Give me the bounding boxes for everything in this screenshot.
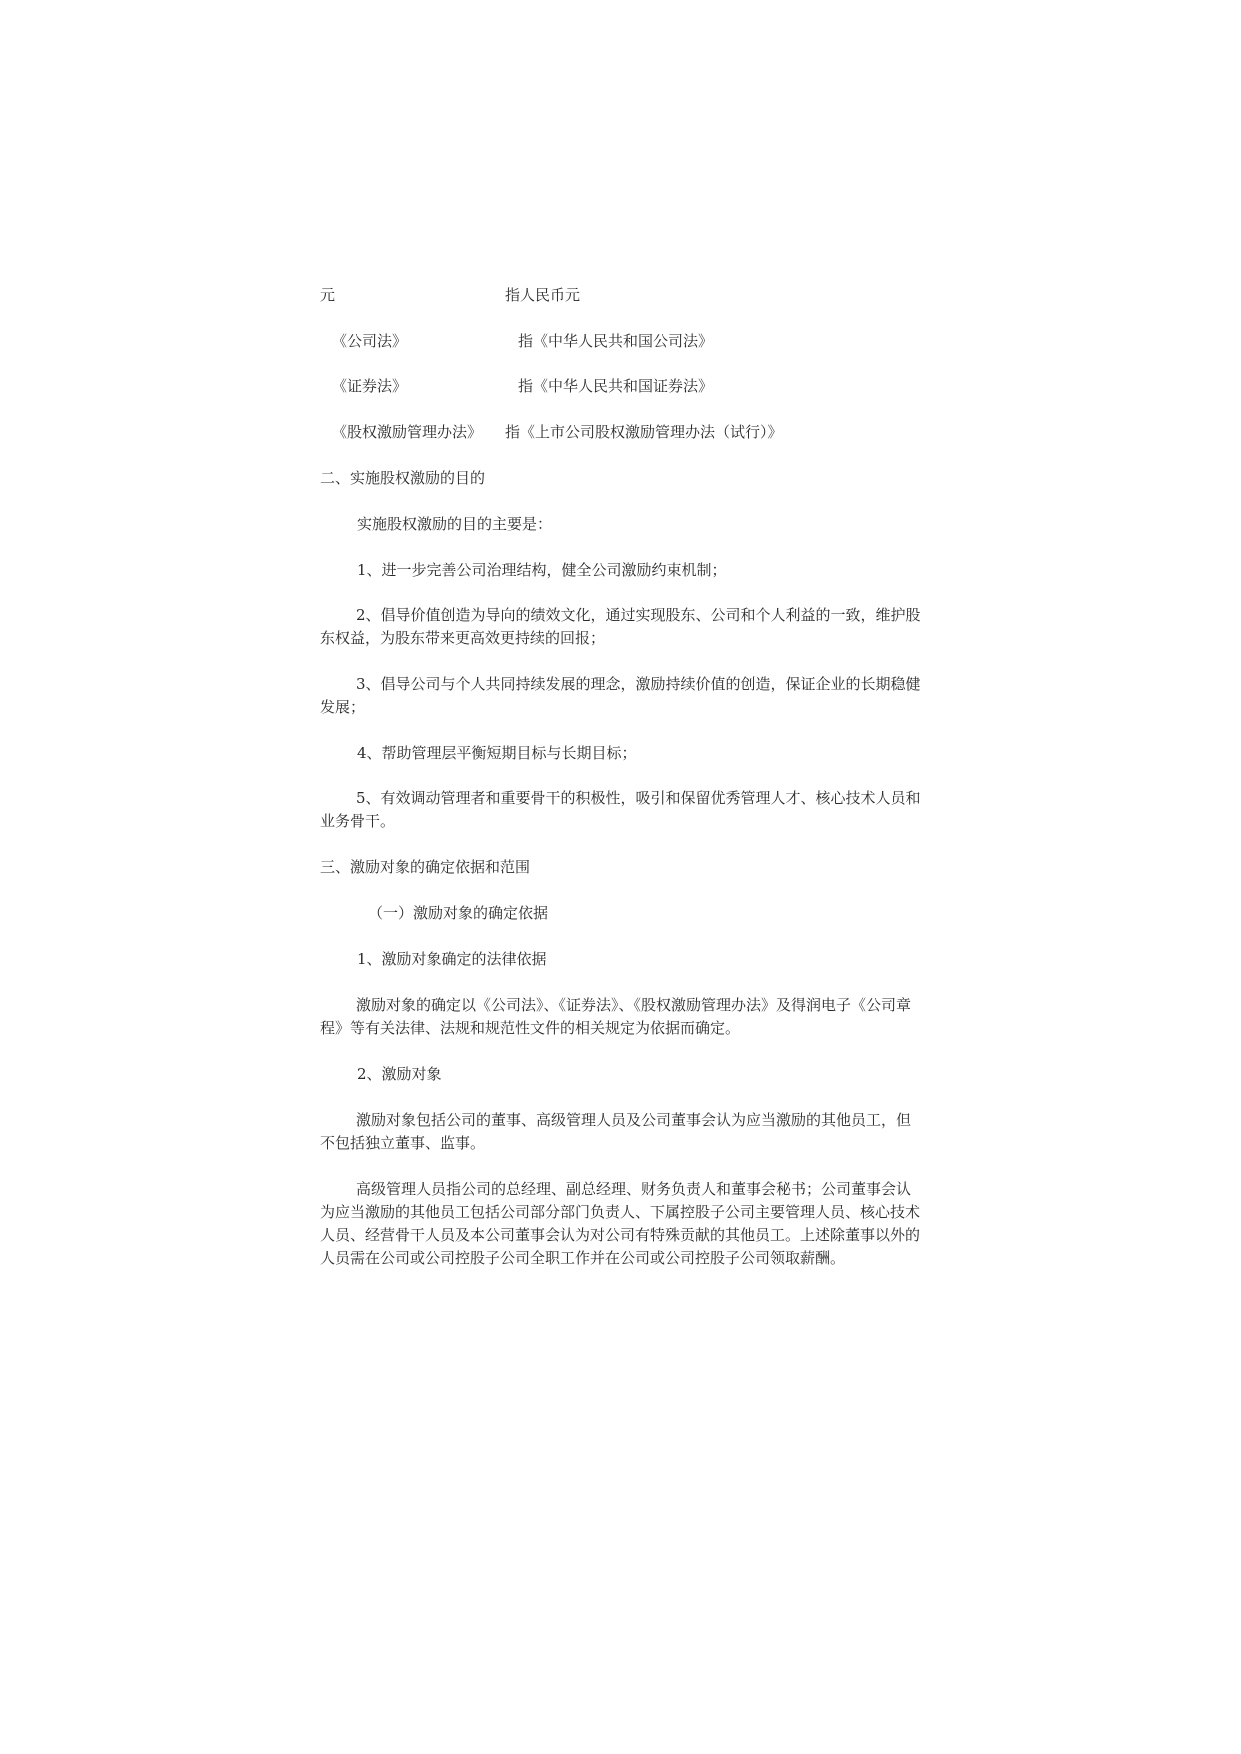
list-item: 2、倡导价值创造为导向的绩效文化，通过实现股东、公司和个人利益的一致，维护股东权益，为股东带来更高效更持续的回报；: [320, 606, 921, 647]
definition-term: 《公司法》: [332, 332, 408, 350]
list-item: 1、进一步完善公司治理结构，健全公司激励约束机制；: [357, 561, 727, 579]
list-item: 5、有效调动管理者和重要骨干的积极性，吸引和保留优秀管理人才、核心技术人员和业务骨干。: [320, 789, 921, 830]
definition-desc: 指《中华人民共和国证券法》: [518, 377, 714, 395]
list-item: 3、倡导公司与个人共同持续发展的理念，激励持续价值的创造，保证企业的长期稳健发展；: [320, 675, 921, 716]
paragraph: 激励对象包括公司的董事、高级管理人员及公司董事会认为应当激励的其他员工，但不包括独立董事、监事。: [320, 1111, 912, 1152]
paragraph: 实施股权激励的目的主要是：: [357, 515, 553, 533]
section-heading: 三、激励对象的确定依据和范围: [320, 858, 531, 876]
item-title: 2、激励对象: [357, 1065, 442, 1083]
section-heading: 二、实施股权激励的目的: [320, 469, 486, 487]
definition-term: 《证券法》: [332, 377, 408, 395]
subsection-heading: （一）激励对象的确定依据: [368, 904, 549, 922]
definition-term: 元: [320, 286, 336, 304]
list-item: 4、帮助管理层平衡短期目标与长期目标；: [357, 744, 637, 762]
definition-term: 《股权激励管理办法》: [332, 423, 483, 441]
paragraph: 激励对象的确定以《公司法》、《证券法》、《股权激励管理办法》及得润电子《公司章程》等有关法律、法规和规范性文件的相关规定为依据而确定。: [320, 996, 912, 1037]
paragraph: 高级管理人员指公司的总经理、副总经理、财务负责人和董事会秘书；公司董事会认为应当激励的其他员工包括公司部分部门负责人、下属控股子公司主要管理人员、核心技术人员、经营骨干人员及本公司董事会认为对公司有特殊贡献的其他员工。上述除董事以外的人员需在公司或公司控股子公司全职工作并在公司或公司控股子公司领取薪酬。: [320, 1180, 921, 1267]
item-title: 1、激励对象确定的法律依据: [357, 950, 547, 968]
definition-desc: 指人民币元: [505, 286, 581, 304]
definition-desc: 指《中华人民共和国公司法》: [518, 332, 714, 350]
definition-desc: 指《上市公司股权激励管理办法（试行）》: [505, 423, 783, 441]
